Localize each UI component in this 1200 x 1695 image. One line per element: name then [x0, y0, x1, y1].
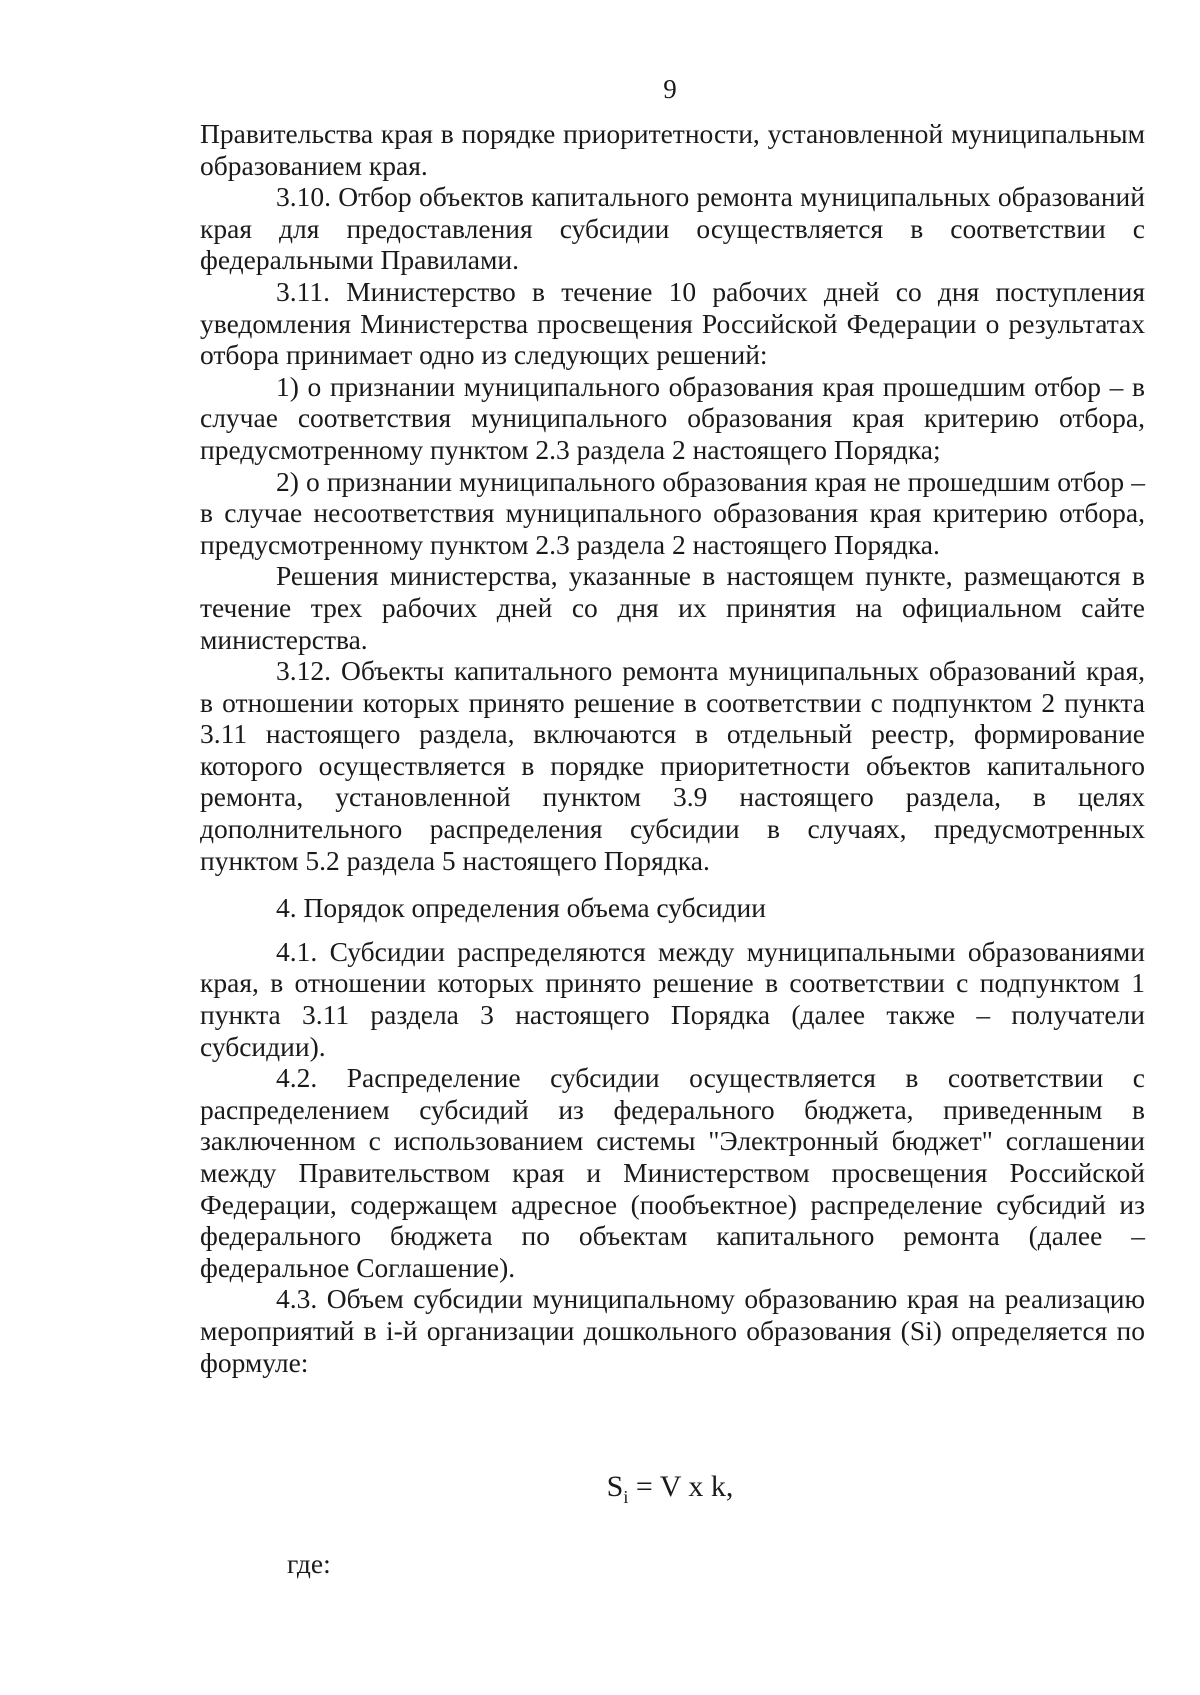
where-label: где: [287, 1548, 331, 1579]
paragraph-continuation: Правительства края в порядке приоритетности, установленной муниципальным образованием края. [200, 118, 1145, 181]
paragraph-4-2: 4.2. Распределение субсидии осуществляется в соответствии с распределением субсидий из федерального бюджета, приведенным в заключенном с использованием системы "Электронный бюджет" соглашении между Правительством края и Министерством просвещения Российской Федерации, содержащем адресное (пообъектное) распределение субсидий из федерального бюджета по объектам капитального ремонта (далее – федеральное Соглашение). [200, 1062, 1145, 1283]
document-body [200, 118, 1145, 1378]
paragraph-decisions: Решения министерства, указанные в настоящем пункте, размещаются в течение трех рабочих дней со дня их принятия на официальном сайте министерства. [200, 560, 1145, 655]
formula-lhs: S [606, 1470, 624, 1503]
paragraph-3-12: 3.12. Объекты капитального ремонта муниципальных образований края, в отношении которых принято решение в соответствии с подпунктом 2 пункта 3.11 настоящего раздела, включаются в отдельный реестр, формирование которого осуществляется в порядке приоритетности объектов капитального ремонта, установленной пунктом 3.9 настоящего раздела, в целях дополнительного распределения субсидии в случаях, предусмотренных пунктом 5.2 раздела 5 настоящего Порядка. [200, 655, 1145, 876]
paragraph-3-11: 3.11. Министерство в течение 10 рабочих дней со дня поступления уведомления Министерства просвещения Российской Федерации о результатах отбора принимает одно из следующих решений: [200, 275, 1145, 371]
paragraph-3-10: 3.10. Отбор объектов капитального ремонта муниципальных образований края для предоставления субсидии осуществляется в соответствии с федеральными Правилами. [200, 181, 1145, 276]
page-number: 9 [663, 74, 677, 104]
formula-lhs-subscript: i [623, 1487, 629, 1507]
section-heading: 4. Порядок определения объема субсидии [276, 892, 766, 924]
paragraph-4-1: 4.1. Субсидии распределяются между муниципальными образованиями края, в отношении которых принято решение в соответствии с подпунктом 1 пункта 3.11 раздела 3 настоящего Порядка (далее также – получатели субсидии). [200, 935, 1145, 1062]
formula [0, 1470, 1200, 1508]
paragraph-3-11-item-1: 1) о признании муниципального образования края прошедшим отбор – в случае соответствия муниципального образования края критерию отбора, предусмотренному пунктом 2.3 раздела 2 настоящего Порядка; [200, 370, 1145, 465]
formula-rhs: = V x k, [628, 1470, 734, 1503]
paragraph-3-11-item-2: 2) о признании муниципального образования края не прошедшим отбор – в случае несоответствия муниципального образования края критерию отбора, предусмотренному пунктом 2.3 раздела 2 настоящего Порядка. [200, 465, 1145, 560]
paragraph-4-3: 4.3. Объем субсидии муниципальному образованию края на реализацию мероприятий в i-й организации дошкольного образования (Si) определяется по формуле: [200, 1283, 1145, 1378]
